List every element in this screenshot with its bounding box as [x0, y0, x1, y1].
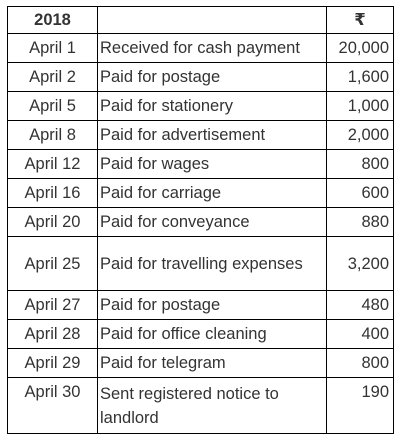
row-amount: 800 [327, 349, 394, 378]
row-amount: 600 [327, 179, 394, 208]
table-row [8, 63, 394, 92]
row-description: Paid for office cleaning [98, 320, 327, 349]
row-amount: 1,600 [327, 63, 394, 92]
row-date: April 5 [8, 92, 98, 121]
row-date: April 1 [8, 34, 98, 63]
table-row [8, 34, 394, 63]
row-description: Received for cash payment [98, 34, 327, 63]
row-date: April 20 [8, 208, 98, 237]
row-amount: 3,200 [327, 237, 394, 291]
row-date: April 16 [8, 179, 98, 208]
transactions-table [7, 6, 394, 434]
row-description: Paid for travelling expenses [98, 237, 327, 291]
table-row [8, 92, 394, 121]
table-row [8, 179, 394, 208]
row-date: April 30 [8, 378, 98, 434]
row-description: Sent registered notice to landlord [98, 378, 327, 434]
row-description: Paid for telegram [98, 349, 327, 378]
row-amount: 880 [327, 208, 394, 237]
transactions-table-container [7, 6, 394, 434]
row-amount: 190 [327, 378, 394, 434]
row-description: Paid for wages [98, 150, 327, 179]
table-row [8, 208, 394, 237]
row-description: Paid for carriage [98, 179, 327, 208]
table-row [8, 237, 394, 291]
row-amount: 1,000 [327, 92, 394, 121]
row-amount: 20,000 [327, 34, 394, 63]
row-amount: 2,000 [327, 121, 394, 150]
table-header-row [8, 7, 394, 34]
currency-header: ₹ [327, 7, 394, 34]
row-date: April 12 [8, 150, 98, 179]
row-date: April 29 [8, 349, 98, 378]
row-date: April 25 [8, 237, 98, 291]
year-header: 2018 [8, 7, 98, 34]
table-row [8, 291, 394, 320]
row-date: April 27 [8, 291, 98, 320]
row-date: April 2 [8, 63, 98, 92]
table-row [8, 150, 394, 179]
table-row [8, 320, 394, 349]
table-row [8, 121, 394, 150]
row-description: Paid for stationery [98, 92, 327, 121]
row-description: Paid for conveyance [98, 208, 327, 237]
table-row [8, 378, 394, 434]
row-date: April 28 [8, 320, 98, 349]
row-description: Paid for advertisement [98, 121, 327, 150]
row-amount: 800 [327, 150, 394, 179]
row-description: Paid for postage [98, 291, 327, 320]
table-row [8, 349, 394, 378]
row-date: April 8 [8, 121, 98, 150]
row-amount: 480 [327, 291, 394, 320]
row-amount: 400 [327, 320, 394, 349]
description-header [98, 7, 327, 34]
row-description: Paid for postage [98, 63, 327, 92]
